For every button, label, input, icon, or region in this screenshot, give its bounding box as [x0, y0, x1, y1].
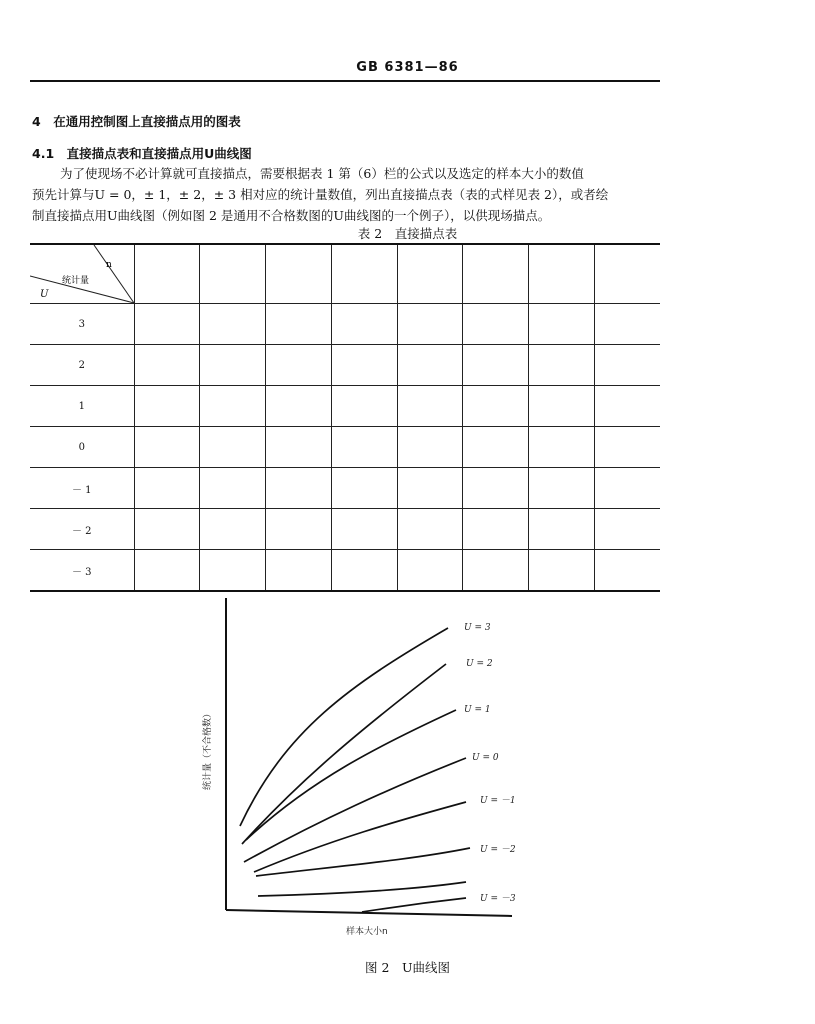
curve-u-neg2 [256, 848, 470, 876]
curve-u-0 [244, 758, 466, 862]
curve-u-neg1 [254, 802, 466, 872]
paragraph-line-3: 制直接描点用U曲线图（例如图 2 是通用不合格数图的U曲线图的一个例子），以供现场描点。 [32, 208, 551, 223]
label-u-3: U = 3 [464, 623, 491, 633]
label-u-0: U = 0 [472, 753, 499, 763]
row-u-label: － 2 [30, 509, 134, 550]
paragraph-line-1: 为了使现场不必计算就可直接描点，需要根据表 1 第（6）栏的公式以及选定的样本大小的数值 [60, 166, 584, 181]
row-u-label: － 1 [30, 468, 134, 509]
x-axis-label: 样本大小n [346, 927, 388, 937]
figure-caption: 图 2 U曲线图 [365, 960, 450, 975]
paragraph-line-2: 预先计算与U = 0，± 1，± 2，± 3 相对应的统计量数值，列出直接描点表（表的式样见表 2），或者绘 [32, 187, 609, 202]
curve-u-neg3-lower [362, 898, 466, 912]
label-u-2: U = 2 [466, 659, 493, 669]
y-axis-label: 统计量（不合格数） [203, 708, 213, 790]
corner-u-label: U [40, 289, 49, 300]
label-u-neg2: U = －2 [480, 845, 516, 855]
table-caption: 表 2 直接描点表 [357, 226, 458, 241]
row-u-label: 2 [30, 345, 134, 386]
document-header: GB 6381—86 [356, 60, 459, 75]
section-4-heading: 4 在通用控制图上直接描点用的图表 [32, 114, 241, 129]
section-4-1-heading: 4.1 直接描点表和直接描点用U曲线图 [32, 146, 252, 161]
row-u-label: 0 [30, 427, 134, 468]
row-u-label: 1 [30, 386, 134, 427]
row-u-label: 3 [30, 304, 134, 345]
label-u-neg3: U = －3 [480, 894, 516, 904]
curve-u-neg3 [258, 882, 466, 896]
corner-stat-label: 统计量 [62, 276, 90, 286]
label-u-1: U = 1 [464, 705, 491, 715]
label-u-neg1: U = －1 [480, 796, 516, 806]
row-u-label: － 3 [30, 550, 134, 592]
curve-u-3 [240, 628, 448, 826]
corner-n-label: n [106, 260, 112, 270]
